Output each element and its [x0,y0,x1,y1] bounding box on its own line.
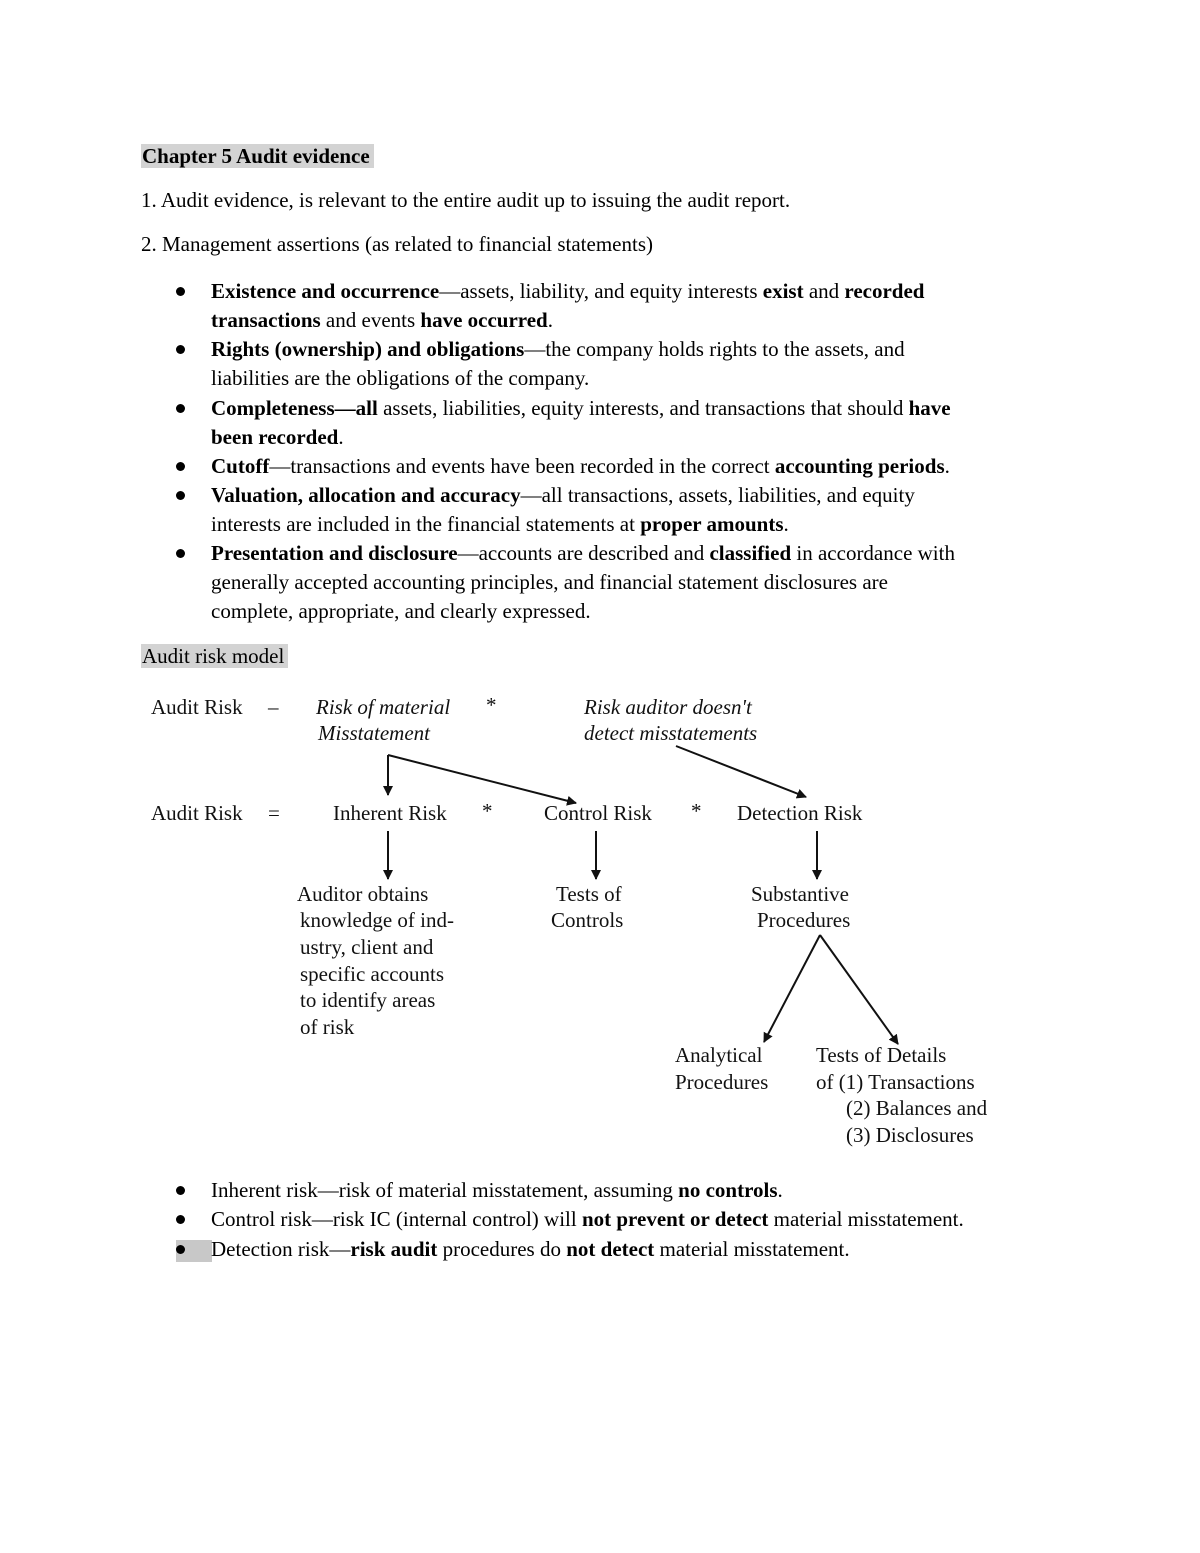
bullet-icon [176,1215,185,1224]
assertion-rights-line2: liabilities are the obligations of the company. [211,366,590,390]
row2-audit-risk-label: Audit Risk [151,801,243,825]
assertion-completeness-line2: been recorded. [211,425,344,449]
audit-risk-heading: Audit risk model [141,642,288,671]
chapter-heading: Chapter 5 Audit evidence [141,142,374,171]
assertion-existence-line2: transactions and events have occurred. [211,308,553,332]
row1-star: * [486,693,497,717]
arrow-to-tests-details [820,935,898,1044]
row2-star-1: * [482,799,493,823]
arrow-to-analytical [764,935,820,1042]
auditor-obtains-line4: specific accounts [300,962,445,986]
paragraph-2: 2. Management assertions (as related to financial statements) [141,232,653,256]
inherent-risk-definition: Inherent risk—risk of material misstatement, assuming no controls. [211,1178,783,1202]
assertion-cutoff-line1: Cutoff—transactions and events have been recorded in the correct accounting periods. [211,454,950,478]
analytical-line1: Analytical [675,1043,763,1067]
rmm-line1: Risk of material [316,695,451,719]
detection-risk-definition: Detection risk—risk audit procedures do not detect material misstatement. [211,1237,850,1261]
tests-of-controls-line2: Controls [551,908,624,932]
row1-audit-risk-label: Audit Risk [151,695,243,719]
auditor-obtains-line1: Auditor obtains [297,882,429,906]
auditor-obtains-line6: of risk [300,1015,355,1039]
tests-details-line2: of (1) Transactions [816,1070,975,1094]
detection-risk-label: Detection Risk [737,801,863,825]
substantive-line2: Procedures [757,908,851,932]
row2-star-2: * [691,799,702,823]
assertion-rights-line1: Rights (ownership) and obligations—the company holds rights to the assets, and [211,337,905,361]
tests-details-line1: Tests of Details [816,1043,947,1067]
assertion-presentation-line1: Presentation and disclosure—accounts are described and classified in accordance with [211,541,955,565]
assertion-presentation-line2: generally accepted accounting principles, and financial statement disclosures are [211,570,888,594]
analytical-line2: Procedures [675,1070,769,1094]
row1-operator: – [268,695,279,719]
bullet-icon [176,1245,185,1254]
auditor-obtains-line2: knowledge of ind- [300,908,454,932]
arrow-to-detection [676,746,806,797]
bullet-icon [176,1186,185,1195]
assertion-valuation-line2: interests are included in the financial statements at proper amounts. [211,512,789,536]
assertion-existence-line1: Existence and occurrence—assets, liability, and equity interests exist and recorded [211,279,925,303]
auditor-obtains-line3: ustry, client and [300,935,434,959]
rad-line2: detect misstatements [584,721,758,745]
rad-line1: Risk auditor doesn't [584,695,752,719]
assertion-presentation-line3: complete, appropriate, and clearly expressed. [211,599,591,623]
arrow-to-control [388,755,576,803]
control-risk-label: Control Risk [544,801,652,825]
tests-of-controls-line1: Tests of [556,882,622,906]
rmm-line2: Misstatement [318,721,430,745]
inherent-risk-label: Inherent Risk [333,801,447,825]
substantive-line1: Substantive [751,882,849,906]
paragraph-1: 1. Audit evidence, is relevant to the entire audit up to issuing the audit report. [141,188,791,212]
auditor-obtains-line5: to identify areas [300,988,436,1012]
tests-details-line4: (3) Disclosures [846,1123,974,1147]
tests-details-line3: (2) Balances and [846,1096,988,1120]
assertion-completeness-line1: Completeness—all assets, liabilities, equity interests, and transactions that should have [211,396,951,420]
row2-operator: = [268,801,280,825]
assertion-valuation-line1: Valuation, allocation and accuracy—all transactions, assets, liabilities, and equity [211,483,915,507]
control-risk-definition: Control risk—risk IC (internal control) will not prevent or detect material misstatement. [211,1207,964,1231]
